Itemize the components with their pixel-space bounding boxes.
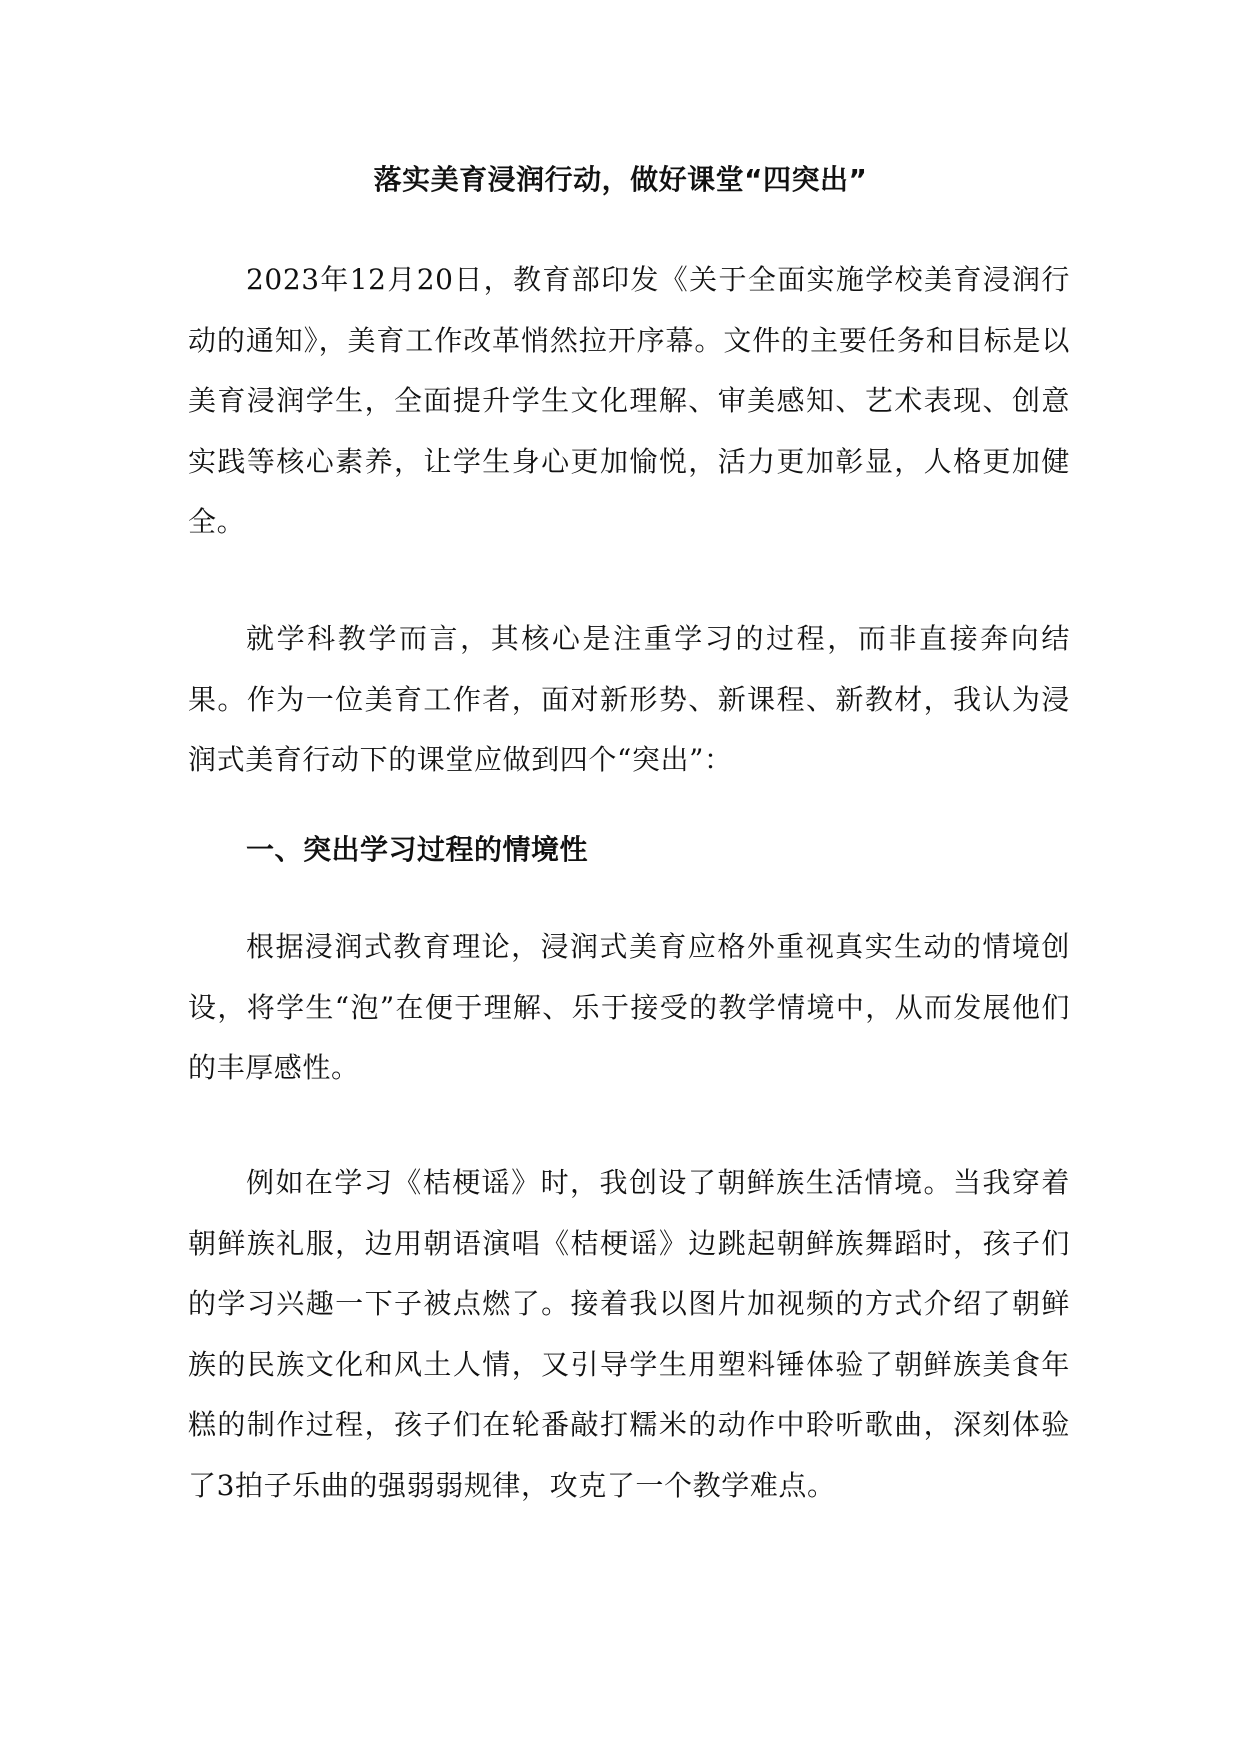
paragraph-teaching-core: 就学科教学而言，其核心是注重学习的过程，而非直接奔向结果。作为一位美育工作者，面对新形势、新课程、新教材，我认为浸润式美育行动下的课堂应做到四个“突出”：	[188, 622, 1070, 776]
paragraph-immersion-theory: 根据浸润式教育理论，浸润式美育应格外重视真实生动的情境创设，将学生“泡”在便于理解、乐于接受的教学情境中，从而发展他们的丰厚感性。	[188, 930, 1070, 1084]
paragraph-intro: 2023年12月20日，教育部印发《关于全面实施学校美育浸润行动的通知》，美育工作改革悄然拉开序幕。文件的主要任务和目标是以美育浸润学生，全面提升学生文化理解、审美感知、艺术表现、创意实践等核心素养，让学生身心更加愉悦，活力更加彰显，人格更加健全。	[188, 263, 1070, 538]
document-title: 落实美育浸润行动，做好课堂“四突出”	[373, 163, 868, 196]
section-heading-1: 一、突出学习过程的情境性	[246, 833, 589, 866]
paragraph-example: 例如在学习《桔梗谣》时，我创设了朝鲜族生活情境。当我穿着朝鲜族礼服，边用朝语演唱《桔梗谣》边跳起朝鲜族舞蹈时，孩子们的学习兴趣一下子被点燃了。接着我以图片加视频的方式介绍了朝鲜族的民族文化和风土人情，又引导学生用塑料锤体验了朝鲜族美食年糕的制作过程，孩子们在轮番敲打糯米的动作中聆听歌曲，深刻体验了3拍子乐曲的强弱弱规律，攻克了一个教学难点。	[188, 1166, 1070, 1502]
